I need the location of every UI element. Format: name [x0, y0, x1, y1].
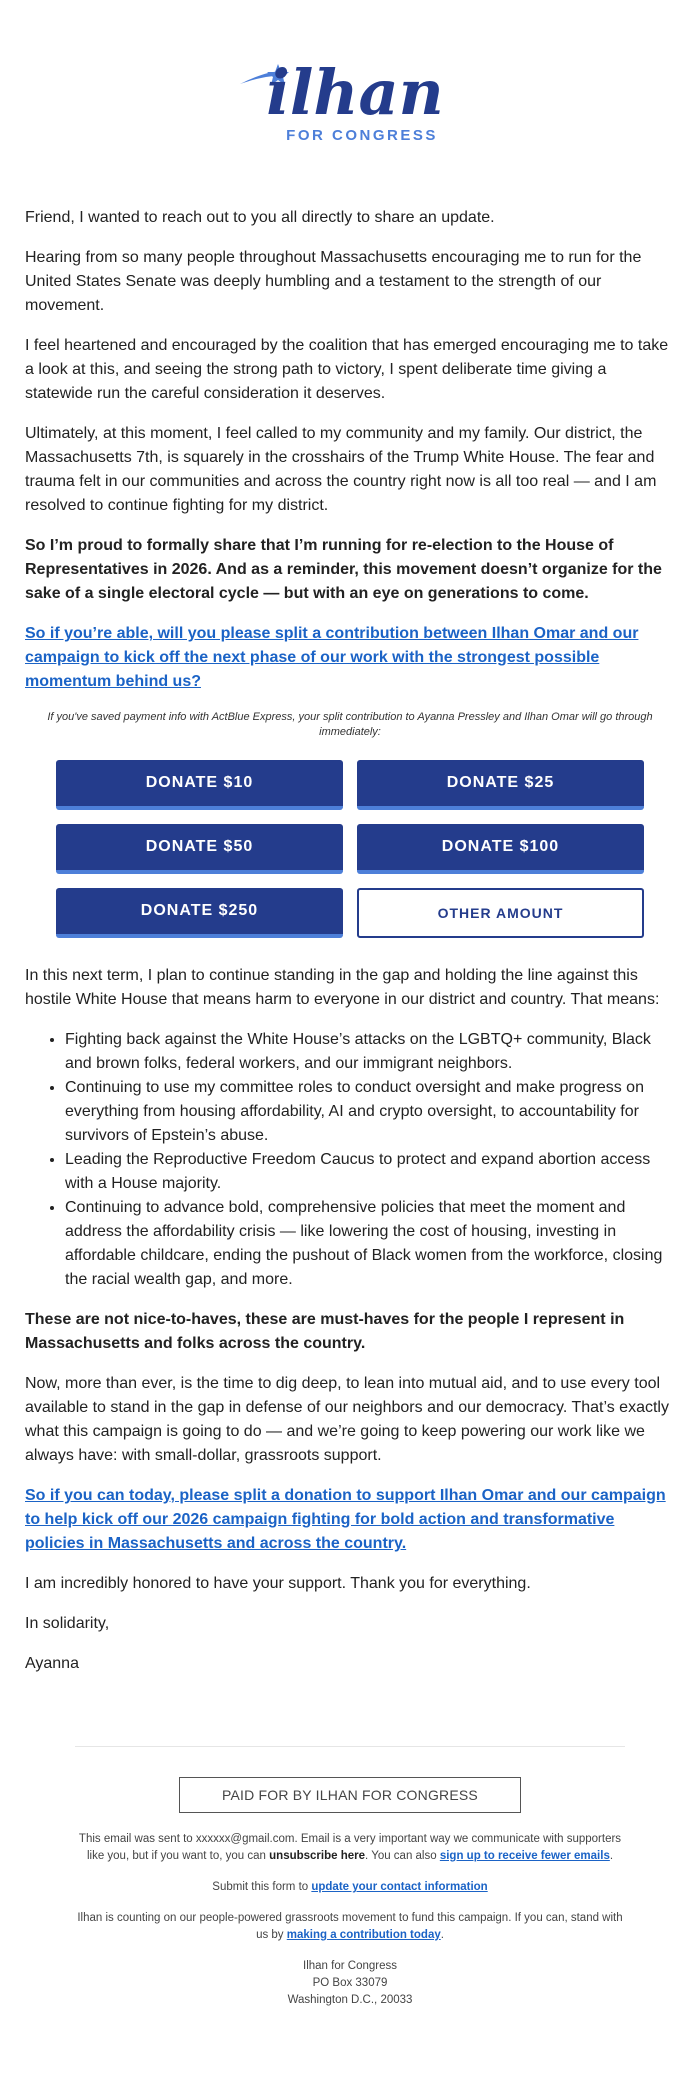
cta-paragraph-1 — [25, 622, 675, 694]
paragraph-thanks: I am incredibly honored to have your support. Thank you for everything. — [25, 1575, 531, 1592]
signoff: In solidarity, — [25, 1615, 110, 1632]
paragraph-must-haves: These are not nice-to-haves, these are must-haves for the people I represent in Massachusetts and folks across the country. — [25, 1311, 625, 1352]
footer-divider — [75, 1746, 625, 1747]
other-amount-button[interactable]: OTHER AMOUNT — [357, 888, 644, 938]
signature: Ayanna — [25, 1655, 79, 1672]
donate-button-grid — [56, 760, 675, 938]
email-body — [0, 146, 700, 1676]
paragraph-community: Ultimately, at this moment, I feel called to my community and my family. Our district, the Massachusetts 7th, is squarely in the crosshairs of the Trump White House. The fear and trauma felt in our communities and across the country right now is all too real — and I am resolved to continue fighting for my district. — [25, 425, 657, 514]
notice-text: . Email is a very important way we communicate with supporters like you, but if you want to, you can — [86, 1833, 622, 1862]
unsubscribe-link[interactable]: unsubscribe here — [269, 1850, 366, 1862]
notice-text: Ilhan is counting on our people-powered grassroots movement to fund this campaign. If you can, stand with us by — [77, 1912, 623, 1941]
address-line: Ilhan for Congress — [303, 1960, 397, 1972]
greeting-paragraph: Friend, I wanted to reach out to you all directly to share an update. — [25, 209, 495, 226]
logo-subtitle: FOR CONGRESS — [286, 127, 438, 144]
paragraph-coalition: I feel heartened and encouraged by the coalition that has emerged encouraging me to take a look at this, and seeing the strong path to victory, I spent deliberate time giving a statewide run the careful consideration it deserves. — [25, 337, 669, 402]
campaign-logo — [0, 0, 700, 146]
notice-text: This email was sent to — [78, 1833, 196, 1845]
update-contact-link[interactable]: update your contact information — [311, 1881, 488, 1893]
paragraph-next-term: In this next term, I plan to continue standing in the gap and holding the line against this hostile White House that means harm to everyone in our district and country. That means: — [25, 967, 660, 1008]
list-item: • Continuing to use my committee roles to conduct oversight and make progress on everything from housing affordability, AI and crypto oversight, to accountability for survivors of Epstein’s abuse. — [65, 1076, 675, 1148]
address-line: PO Box 33079 — [312, 1977, 388, 1989]
paragraph-reelection: So I’m proud to formally share that I’m running for re-election to the House of Representatives in 2026. And as a reminder, this movement doesn’t organize for the sake of a single electoral cycle — but with an eye on generations to come. — [25, 537, 662, 602]
fewer-emails-link[interactable]: sign up to receive fewer emails — [439, 1850, 610, 1862]
notice-text: . — [609, 1850, 614, 1862]
notice-text: . You can also — [365, 1850, 440, 1862]
notice-text: . — [440, 1929, 444, 1941]
list-item: • Leading the Reproductive Freedom Caucus to protect and expand abortion access with a House majority. — [65, 1148, 675, 1196]
update-contact-notice — [70, 1879, 630, 1896]
split-donation-link[interactable]: So if you can today, please split a donation to support Ilhan Omar and our campaign to help kick off our 2026 campaign fighting for bold action and transformative policies in Massachusetts and across the country. — [25, 1487, 666, 1552]
address-line: Washington D.C., 20033 — [287, 1994, 413, 2006]
donate-250-button[interactable]: DONATE $250 — [56, 888, 343, 938]
email-notice — [70, 1831, 630, 1865]
mailing-address — [0, 1958, 700, 2009]
donate-25-button[interactable]: DONATE $25 — [357, 760, 644, 810]
email-footer — [0, 1746, 700, 2009]
actblue-note: If you've saved payment info with ActBlue Express, your split contribution to Ayanna Pressley and Ilhan Omar will go through immediately: — [47, 711, 653, 738]
logo-name: ilhan — [266, 56, 444, 129]
paragraph-senate: Hearing from so many people throughout Massachusetts encouraging me to run for the United States Senate was deeply humbling and a testament to the strength of our movement. — [25, 249, 642, 314]
contribution-link[interactable]: making a contribution today — [286, 1929, 441, 1941]
priorities-list — [25, 1028, 675, 1292]
recipient-email: xxxxxx@gmail.com — [195, 1833, 295, 1845]
donate-50-button[interactable]: DONATE $50 — [56, 824, 343, 874]
cta-paragraph-2 — [25, 1484, 675, 1556]
donate-100-button[interactable]: DONATE $100 — [357, 824, 644, 874]
notice-text: Submit this form to — [212, 1881, 312, 1893]
list-item: • Fighting back against the White House’s attacks on the LGBTQ+ community, Black and brown folks, federal workers, and our immigrant neighbors. — [65, 1028, 675, 1076]
split-contribution-link[interactable]: So if you’re able, will you please split a contribution between Ilhan Omar and our campaign to kick off the next phase of our work with the strongest possible momentum behind us? — [25, 625, 639, 690]
donate-10-button[interactable]: DONATE $10 — [56, 760, 343, 810]
funding-notice — [70, 1910, 630, 1944]
paragraph-dig-deep: Now, more than ever, is the time to dig deep, to lean into mutual aid, and to use every tool available to stand in the gap in defense of our neighbors and our democracy. That’s exactly what this campaign is going to do — and we’re going to keep powering our work like we always have: with small-dollar, grassroots support. — [25, 1375, 669, 1464]
logo-graphic — [230, 56, 470, 146]
list-item: • Continuing to advance bold, comprehensive policies that meet the moment and address the affordability crisis — like lowering the cost of housing, investing in affordable childcare, ending the pushout of Black women from the workforce, closing the racial wealth gap, and more. — [65, 1196, 675, 1292]
paid-for-disclaimer: PAID FOR BY ILHAN FOR CONGRESS — [179, 1777, 521, 1813]
